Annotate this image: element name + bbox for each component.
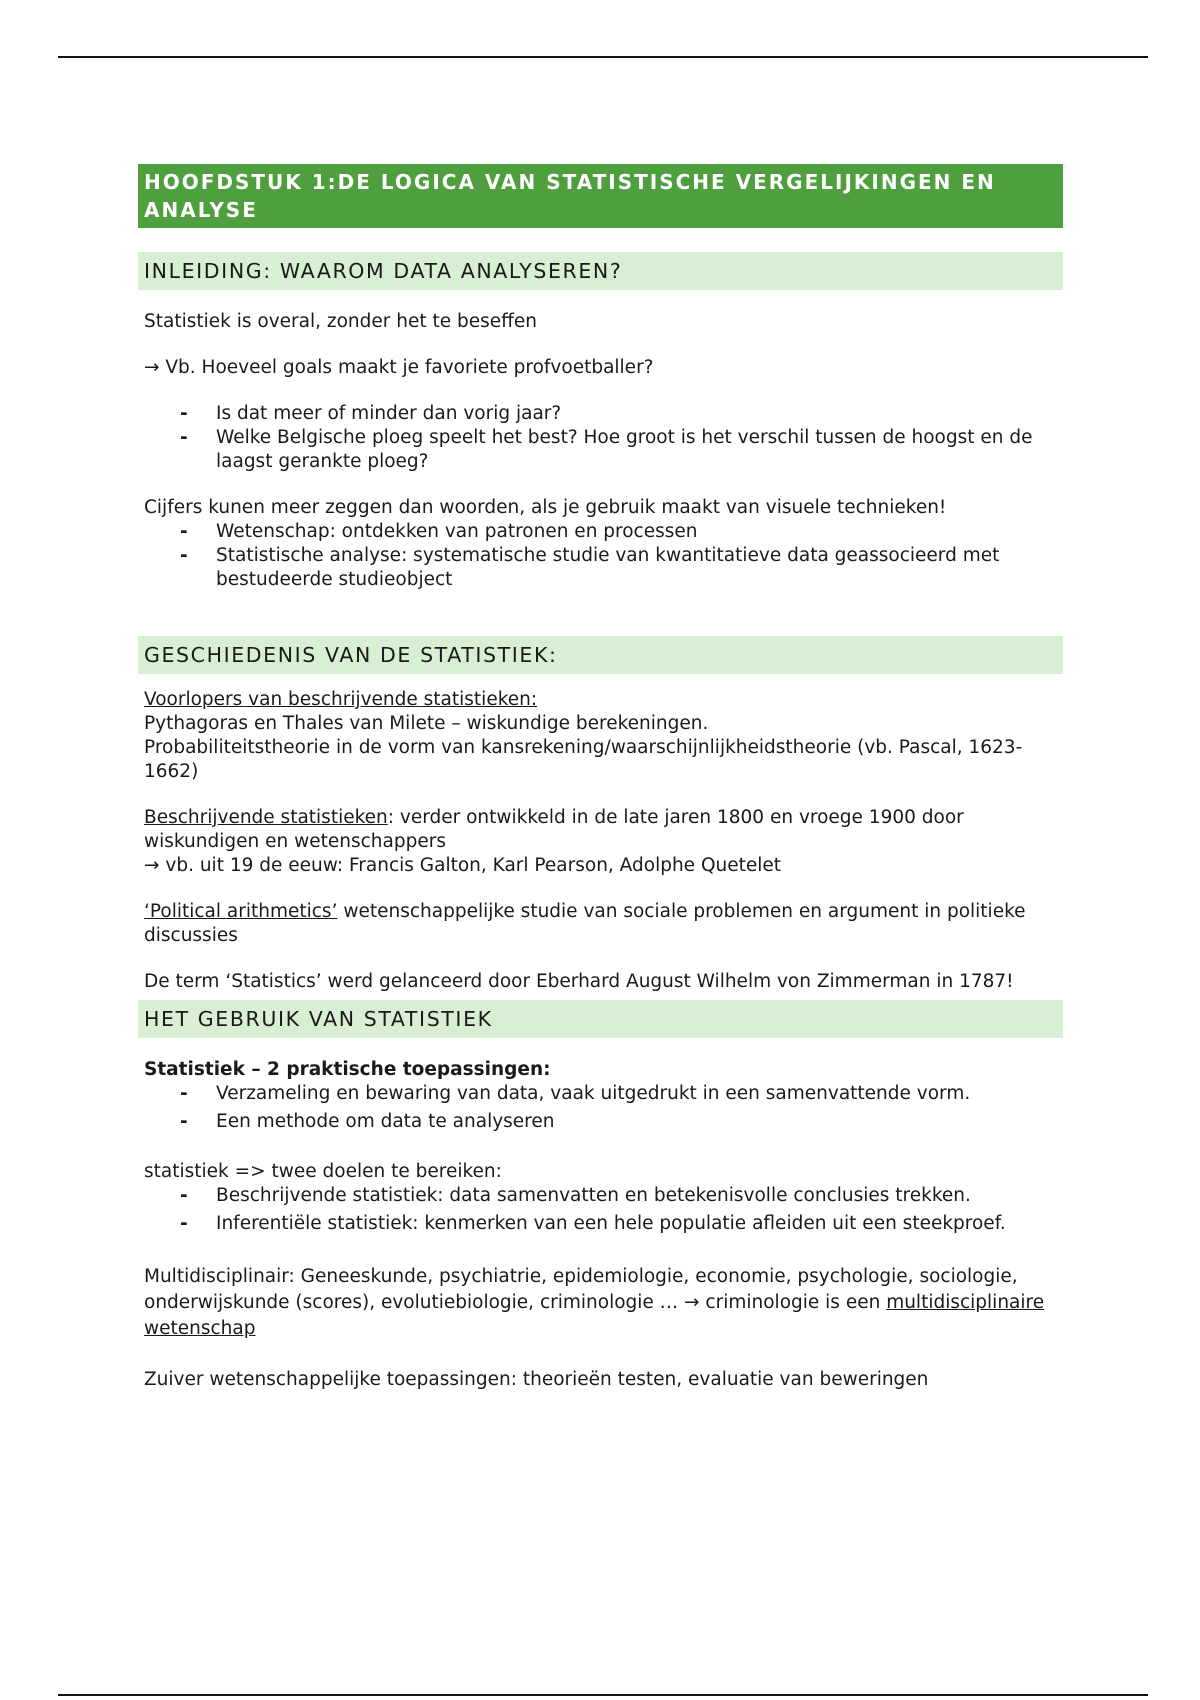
voorlopers-block [138,688,1063,784]
beschrijvende-text: : verder ontwikkeld in de late jaren 1800 en vroege 1900 door wiskundigen en wetenschappers [144,807,964,852]
beschrijvende-example: → vb. uit 19 de eeuw: Francis Galton, Karl Pearson, Adolphe Quetelet [144,855,782,876]
paragraph: Cijfers kunen meer zeggen dan woorden, als je gebruik maakt van visuele technieken! [144,497,947,518]
voorlopers-title: Voorlopers van beschrijvende statistieken: [144,689,538,710]
voorlopers-line: Probabiliteitstheorie in de vorm van kansrekening/waarschijnlijkheidstheorie (vb. Pascal, 1623-1662) [144,737,1023,782]
list-item: - Statistische analyse: systematische studie van kwantitatieve data geassocieerd met bestudeerde studieobject [216,544,1063,592]
bullet-list [138,1082,1063,1134]
voorlopers-line: Pythagoras en Thales van Milete – wiskundige berekeningen. [144,713,709,734]
political-term: ‘Political arithmetics’ [144,901,338,922]
toepassingen-title: Statistiek – 2 praktische toepassingen: [144,1059,551,1080]
beschrijvende-term: Beschrijvende statistieken [144,807,388,828]
document-body [138,164,1063,1392]
section-heading-geschiedenis: GESCHIEDENIS VAN DE STATISTIEK: [138,636,1063,674]
section-heading-inleiding: INLEIDING: WAAROM DATA ANALYSEREN? [138,252,1063,290]
list-item: - Is dat meer of minder dan vorig jaar? [216,402,1063,426]
political-text: wetenschappelijke studie van sociale problemen en argument in politieke discussies [144,901,1026,946]
section-heading-gebruik: HET GEBRUIK VAN STATISTIEK [138,1000,1063,1038]
multidisciplinair-text: Multidisciplinair: Geneeskunde, psychiatrie, epidemiologie, economie, psychologie, sociologie, onderwijskunde (scores), evolutiebiologie, criminologie … → criminologie is een [144,1266,1018,1313]
list-item: - Een methode om data te analyseren [216,1110,1063,1134]
list-item: - Verzameling en bewaring van data, vaak uitgedrukt in een samenvattende vorm. [216,1082,1063,1106]
paragraph: Statistiek is overal, zonder het te beseffen [144,311,538,332]
bullet-list [138,520,1063,592]
paragraph: De term ‘Statistics’ werd gelanceerd door Eberhard August Wilhelm von Zimmerman in 1787! [144,971,1014,992]
paragraph: Zuiver wetenschappelijke toepassingen: theorieën testen, evaluatie van beweringen [144,1369,929,1390]
bullet-list [138,1184,1063,1236]
paragraph: → Vb. Hoeveel goals maakt je favoriete profvoetballer? [144,357,654,378]
political-block [138,900,1063,948]
list-item: - Beschrijvende statistiek: data samenvatten en betekenisvolle conclusies trekken. [216,1184,1063,1208]
beschrijvende-block [138,806,1063,878]
bottom-rule [58,1694,1148,1696]
bullet-list [138,402,1063,474]
list-item: - Wetenschap: ontdekken van patronen en processen [216,520,1063,544]
chapter-heading: HOOFDSTUK 1:DE LOGICA VAN STATISTISCHE VERGELIJKINGEN EN ANALYSE [138,164,1063,228]
multidisciplinair-link: multidisciplinaire wetenschap [144,1292,1045,1339]
list-item: - Inferentiële statistiek: kenmerken van een hele populatie afleiden uit een steekproef. [216,1212,1063,1236]
multidisciplinair-paragraph [138,1264,1063,1342]
list-item: - Welke Belgische ploeg speelt het best? Hoe groot is het verschil tussen de hoogst en de laagst gerankte ploeg? [216,426,1063,474]
doelen-title: statistiek => twee doelen te bereiken: [144,1161,502,1182]
top-rule [58,56,1148,58]
